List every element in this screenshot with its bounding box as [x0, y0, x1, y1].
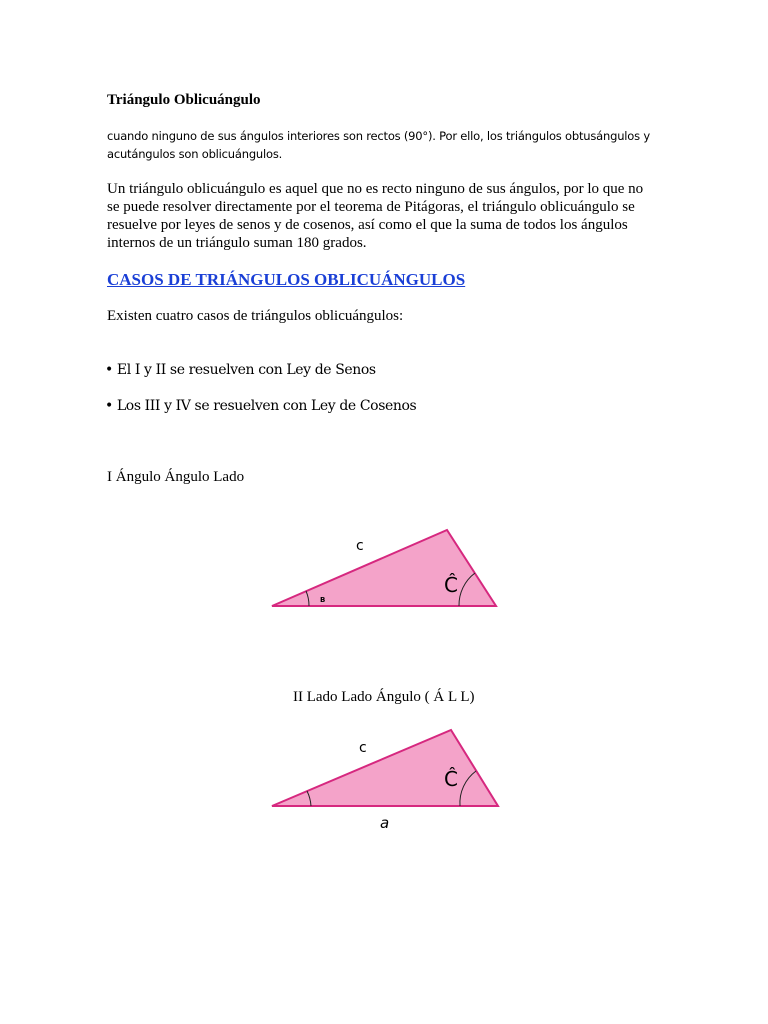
side-a-label: a [380, 814, 390, 832]
side-c-label: c [356, 538, 364, 554]
body-paragraph: Un triángulo oblicuángulo es aquel que no es recto ninguno de sus ángulos, por lo que no se puede resolver directamente por el teorema de Pitágoras, el triángulo oblicuángulo se resuelve por leyes de senos y de cosenos, así como el que la suma de todos los ángulos internos de un triángulo suman 180 grados. [107, 181, 644, 251]
triangle-diagram-1 [262, 520, 512, 620]
side-c-label: c [359, 740, 367, 756]
angle-c-label: Ĉ [444, 767, 458, 791]
bullet-item: • El I y II se resuelven con Ley de Senos [105, 362, 376, 378]
summary-text: cuando ninguno de sus ángulos interiores son rectos (90°). Por ello, los triángulos obtusángulos y acutángulos son oblicuángulos. [107, 129, 650, 161]
triangle-shape [272, 530, 496, 606]
triangle-shape [272, 730, 498, 806]
case-1-title: I Ángulo Ángulo Lado [107, 469, 245, 485]
case-2-title: II Lado Lado Ángulo ( Á L L) [293, 689, 475, 705]
angle-c-label: Ĉ [444, 573, 458, 597]
bullet-item: • Los III y IV se resuelven con Ley de Cosenos [105, 398, 417, 414]
intro-text: Existen cuatro casos de triángulos oblicuángulos: [107, 308, 404, 324]
cases-heading-link[interactable]: CASOS DE TRIÁNGULOS OBLICUÁNGULOS [107, 270, 466, 289]
page-title: Triángulo Oblicuángulo [107, 92, 261, 108]
triangle-diagram-2 [262, 722, 512, 832]
angle-b-label: B [320, 596, 326, 604]
